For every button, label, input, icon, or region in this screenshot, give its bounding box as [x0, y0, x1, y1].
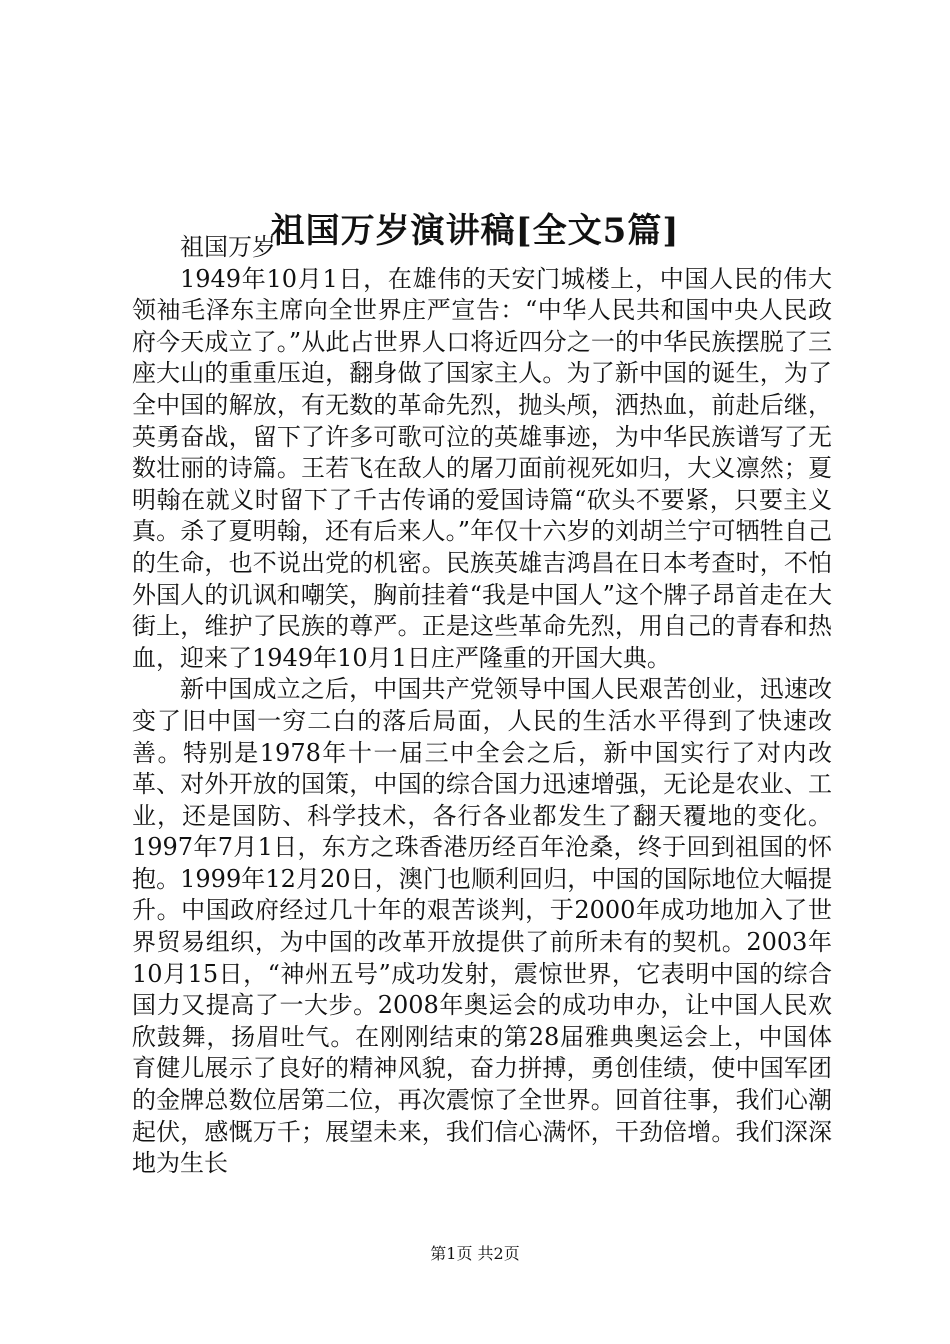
page-footer [0, 1243, 950, 1265]
document-subtitle: 祖国万岁 [180, 233, 276, 261]
page-indicator: 第1页 共2页 [430, 1244, 520, 1263]
document-body [132, 232, 832, 1180]
document-title: 祖国万岁演讲稿[全文5篇] [270, 210, 680, 251]
paragraph-2: 新中国成立之后，中国共产党领导中国人民艰苦创业，迅速改变了旧中国一穷二白的落后局面，人民的生活水平得到了快速改善。特别是1978年十一届三中全会之后，新中国实行了对内改革、对外开放的国策，中国的综合国力迅速增强，无论是农业、工业，还是国防、科学技术，各行各业都发生了翻天覆地的变化。1997年7月1日，东方之珠香港历经百年沧桑，终于回到祖国的怀抱。1999年12月20日，澳门也顺利回归，中国的国际地位大幅提升。中国政府经过几十年的艰苦谈判，于2000年成功地加入了世界贸易组织，为中国的改革开放提供了前所未有的契机。2003年10月15日，“神州五号”成功发射，震惊世界，它表明中国的综合国力又提高了一大步。2008年奥运会的成功申办，让中国人民欢欣鼓舞，扬眉吐气。在刚刚结束的第28届雅典奥运会上，中国体育健儿展示了良好的精神风貌，奋力拼搏，勇创佳绩，使中国军团的金牌总数位居第二位，再次震惊了全世界。回首往事，我们心潮起伏，感慨万千；展望未来，我们信心满怀，干劲倍增。我们深深地为生长 [132, 675, 832, 1178]
paragraph-1: 1949年10月1日，在雄伟的天安门城楼上，中国人民的伟大领袖毛泽东主席向全世界庄严宣告：“中华人民共和国中央人民政府今天成立了。”从此占世界人口将近四分之一的中华民族摆脱了三座大山的重重压迫，翻身做了国家主人。为了新中国的诞生，为了全中国的解放，有无数的革命先烈，抛头颅，洒热血，前赴后继，英勇奋战，留下了许多可歌可泣的英雄事迹，为中华民族谱写了无数壮丽的诗篇。王若飞在敌人的屠刀面前视死如归，大义凛然；夏明翰在就义时留下了千古传诵的爱国诗篇“砍头不要紧，只要主义真。杀了夏明翰，还有后来人。”年仅十六岁的刘胡兰宁可牺牲自己的生命，也不说出党的机密。民族英雄吉鸿昌在日本考查时，不怕外国人的讥讽和嘲笑，胸前挂着“我是中国人”这个牌子昂首走在大街上，维护了民族的尊严。正是这些革命先烈，用自己的青春和热血，迎来了1949年10月1日庄严隆重的开国大典。 [132, 264, 832, 672]
